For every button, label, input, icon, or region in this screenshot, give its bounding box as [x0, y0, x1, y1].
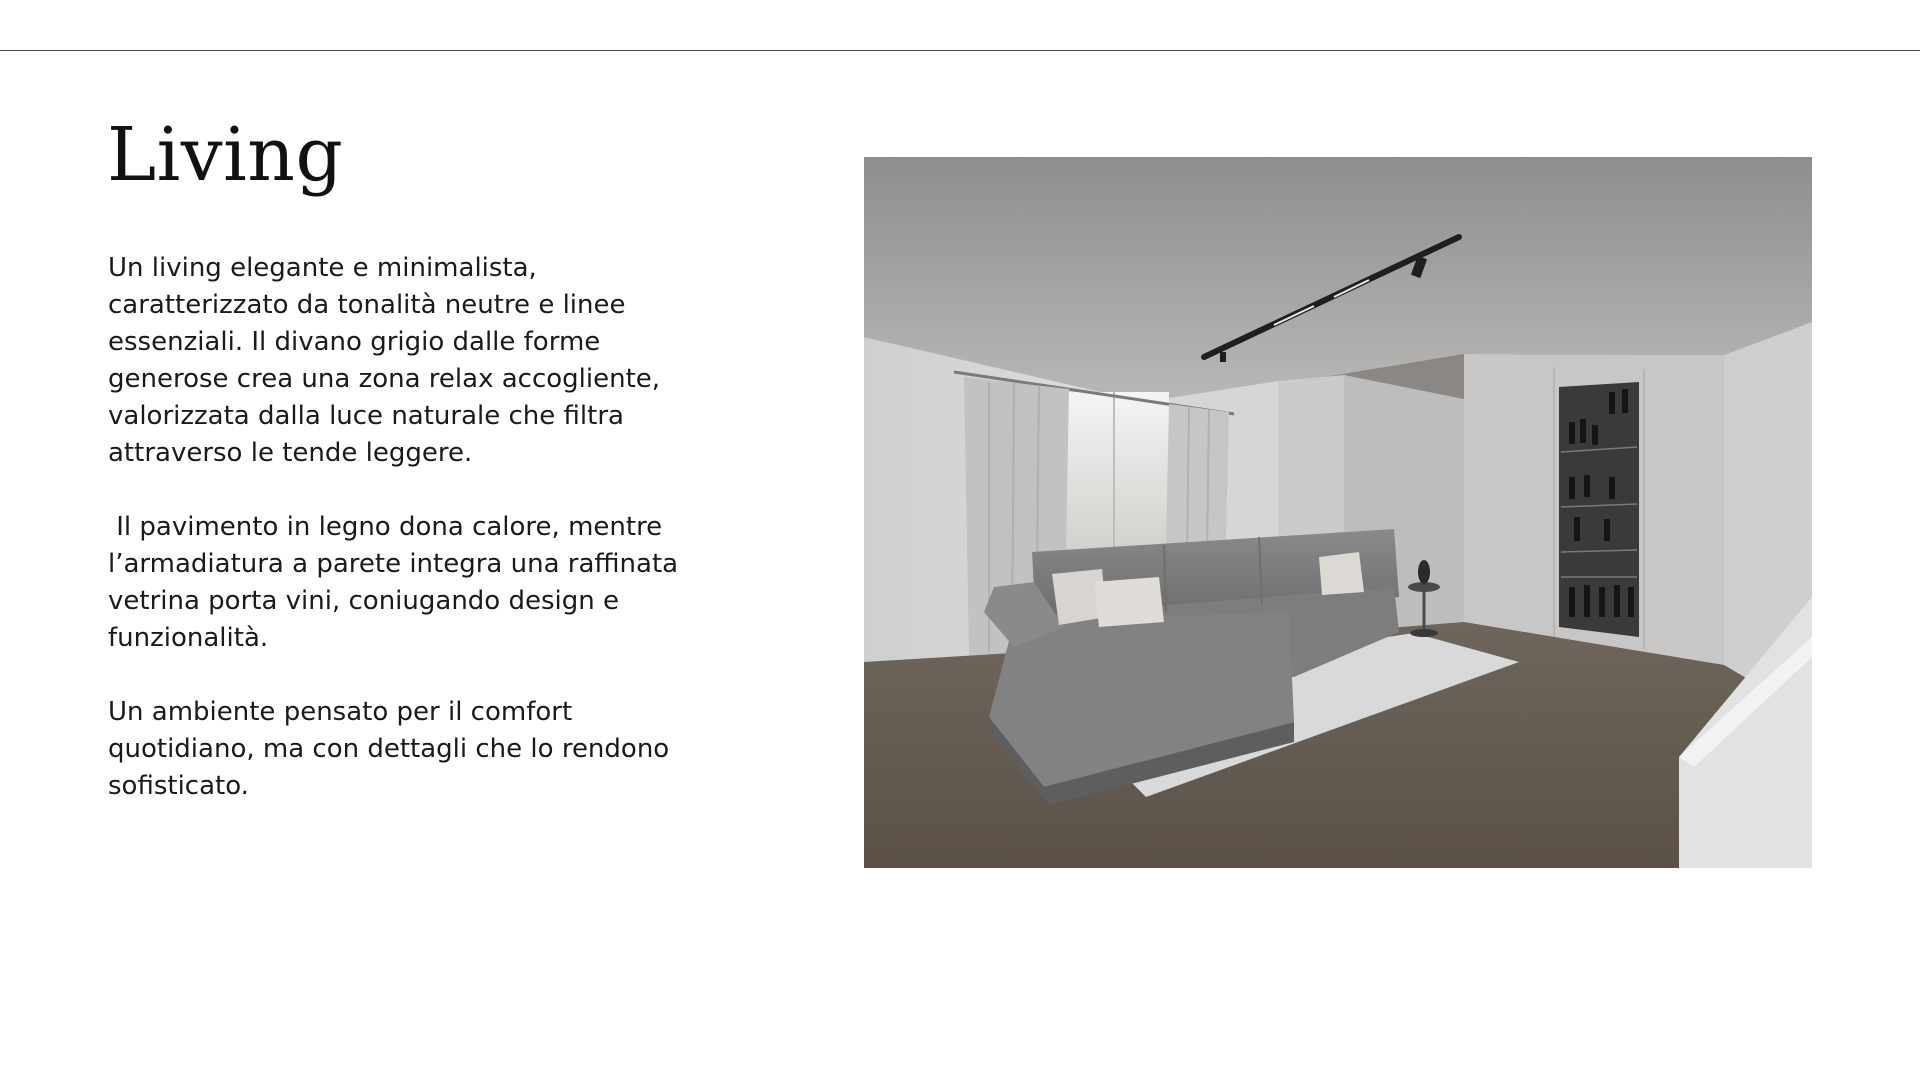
description-paragraph-3: Un ambiente pensato per il comfort quotidiano, ma con dettagli che lo rendono sofisticato. — [108, 697, 678, 801]
description-paragraph-1: Un living elegante e minimalista, caratterizzato da tonalità neutre e linee essenziali. Il divano grigio dalle forme generose crea una zona relax accogliente, valorizzata dalla luce naturale che filtra attraverso le tende leggere. — [108, 253, 669, 468]
top-divider — [0, 50, 1920, 51]
description-paragraph-2: Il pavimento in legno dona calore, mentre l’armadiatura a parete integra una raffinata vetrina porta vini, coniugando design e funzionalità. — [108, 512, 687, 653]
living-room-photo — [864, 157, 1812, 868]
description — [108, 250, 688, 842]
page-title: Living — [107, 112, 344, 198]
living-room-illustration — [864, 157, 1812, 868]
